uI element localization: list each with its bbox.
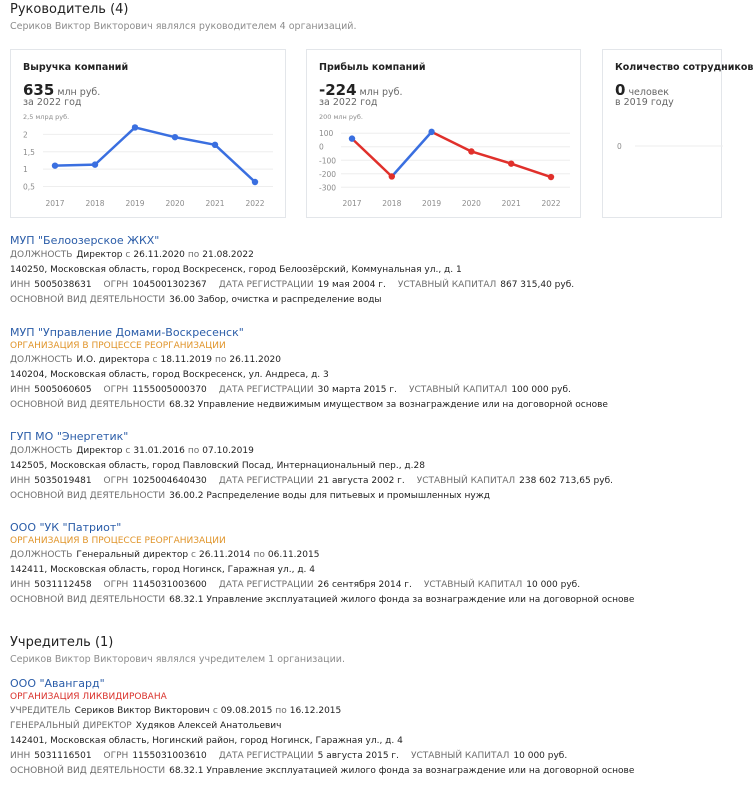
from-label: с [125,250,131,260]
profit-x-tick: 2020 [461,199,481,208]
to-label: по [275,706,287,716]
org-address: 140250, Московская область, город Воскресенск, город Белоозёрский, Коммунальная ул., д. 1 [10,265,462,275]
ogrn-label: ОГРН [103,280,129,290]
org-name-link[interactable]: ГУП МО "Энергетик" [10,430,129,443]
revenue-line-segment [135,127,175,137]
to-date: 26.11.2020 [229,355,281,365]
org-status-badge: ОРГАНИЗАЦИЯ В ПРОЦЕССЕ РЕОРГАНИЗАЦИИ [10,341,226,351]
reg-date-label: ДАТА РЕГИСТРАЦИИ [218,476,314,486]
activity-label: ОСНОВНОЙ ВИД ДЕЯТЕЛЬНОСТИ [10,766,166,776]
revenue-y-tick: 0,5 [23,182,35,192]
to-date: 06.11.2015 [267,550,320,560]
from-date: 26.11.2020 [133,250,185,260]
org-entry-2 [10,430,700,504]
from-label: с [125,446,131,456]
profit-unit: млн руб. [359,87,403,98]
org-address: 140204, Московская область, город Воскресенск, ул. Андреса, д. 3 [10,370,329,380]
position-label: ДОЛЖНОСТЬ [10,355,73,365]
revenue-axis-unit: 2,5 млрд руб. [23,113,70,121]
revenue-line-segment [175,137,215,145]
org-name-link[interactable]: ООО "Авангард" [10,677,105,690]
reg-date-label: ДАТА РЕГИСТРАЦИИ [218,751,314,761]
profit-card-title: Прибыль компаний [319,62,426,73]
ogrn-value: 1155031003610 [132,751,207,761]
gen-director-label: ГЕНЕРАЛЬНЫЙ ДИРЕКТОР [10,721,132,731]
profit-point [428,129,434,135]
profit-y-tick: -300 [319,183,337,193]
to-label: по [215,355,227,365]
ogrn-label: ОГРН [103,476,129,486]
profit-x-tick: 2018 [382,199,402,208]
revenue-line-segment [55,165,95,166]
profit-y-tick: -200 [319,169,337,179]
org-activity [10,489,700,504]
revenue-x-tick: 2017 [45,199,65,208]
reg-date-value: 21 августа 2002 г. [317,476,405,486]
revenue-point [212,142,218,148]
org-director-line [10,719,700,734]
head-section-subtitle: Сериков Виктор Викторович являлся руководителем 4 организаций. [10,21,357,32]
from-date: 31.01.2016 [133,446,185,456]
profit-y-tick: 100 [319,129,334,139]
inn-value: 5031112458 [34,580,92,590]
profit-y-tick: -100 [319,156,337,166]
from-label: с [212,706,218,716]
org-name-link[interactable]: ООО "УК "Патриот" [10,521,122,534]
profit-line-segment [511,164,551,177]
revenue-y-tick: 1 [23,165,28,175]
reg-date-value: 19 мая 2004 г. [317,280,386,290]
from-date: 09.08.2015 [220,706,273,716]
profit-x-tick: 2021 [501,199,521,208]
capital-label: УСТАВНЫЙ КАПИТАЛ [397,280,497,290]
org-name-link[interactable]: МУП "Управление Домами-Воскресенск" [10,326,244,339]
org-status-badge: ОРГАНИЗАЦИЯ ЛИКВИДИРОВАНА [10,692,167,702]
position-value: И.О. директора [76,355,150,365]
activity-value: 68.32 Управление недвижимым имуществом за вознаграждение или на договорной основе [169,400,608,410]
inn-label: ИНН [10,280,31,290]
revenue-card [10,49,286,218]
profit-point [508,160,514,166]
from-label: с [191,550,196,560]
employees-y-tick: 0 [617,142,622,151]
position-value: Генеральный директор [76,550,189,560]
org-activity [10,293,700,308]
org-activity [10,398,700,413]
inn-label: ИНН [10,476,31,486]
founder-org-entry [10,677,700,779]
org-entry-3 [10,521,700,608]
inn-label: ИНН [10,385,31,395]
profit-line-segment [471,151,511,163]
from-label: с [152,355,158,365]
capital-value: 867 315,40 руб. [500,280,575,290]
org-founder-line [10,704,700,719]
capital-label: УСТАВНЫЙ КАПИТАЛ [408,385,508,395]
inn-label: ИНН [10,580,31,590]
profit-line-segment [392,132,432,177]
capital-value: 100 000 руб. [511,385,571,395]
revenue-point [172,134,178,140]
profit-card [306,49,581,218]
org-position-line [10,248,700,263]
org-entry-0 [10,234,700,308]
activity-value: 36.00 Забор, очистка и распределение воды [169,295,382,305]
org-address: 142401, Московская область, Ногинский район, город Ногинск, Гаражная ул., д. 4 [10,736,403,746]
profit-axis-unit: 200 млн руб. [319,113,363,121]
profit-line-segment [432,132,472,152]
ogrn-value: 1145031003600 [132,580,207,590]
to-label: по [187,446,200,456]
revenue-unit: млн руб. [57,87,101,98]
org-address: 142411, Московская область, город Ногинск, Гаражная ул., д. 4 [10,565,315,575]
employees-card [602,49,753,218]
inn-value: 5035019481 [34,476,92,486]
capital-value: 10 000 руб. [526,580,581,590]
profit-point [389,173,395,179]
position-label: ДОЛЖНОСТЬ [10,250,73,260]
employees-chart [603,50,723,219]
profit-point [548,174,554,180]
to-label: по [187,250,200,260]
profit-line-segment [352,139,392,177]
inn-value: 5005060605 [34,385,92,395]
reg-date-value: 5 августа 2015 г. [317,751,400,761]
reg-date-label: ДАТА РЕГИСТРАЦИИ [218,580,314,590]
revenue-period: за 2022 год [23,97,82,108]
capital-value: 238 602 713,65 руб. [519,476,614,486]
reg-date-value: 30 марта 2015 г. [317,385,397,395]
employees-period: в 2019 году [615,97,674,108]
activity-label: ОСНОВНОЙ ВИД ДЕЯТЕЛЬНОСТИ [10,295,166,305]
profit-point [468,148,474,154]
founder-section-title: Учредитель (1) [10,635,114,650]
profit-x-tick: 2022 [541,199,561,208]
employees-number: 0 [615,81,626,99]
org-name-link[interactable]: МУП "Белоозерское ЖКХ" [10,234,160,247]
to-date: 21.08.2022 [202,250,254,260]
activity-value: 68.32.1 Управление эксплуатацией жилого фонда за вознаграждение или на договорной основе [169,766,635,776]
revenue-x-tick: 2022 [245,199,265,208]
org-requisites [10,278,700,293]
revenue-card-title: Выручка компаний [23,62,129,73]
revenue-x-tick: 2019 [125,199,145,208]
activity-label: ОСНОВНОЙ ВИД ДЕЯТЕЛЬНОСТИ [10,400,166,410]
profit-period: за 2022 год [319,97,378,108]
to-label: по [253,550,265,560]
activity-value: 68.32.1 Управление эксплуатацией жилого фонда за вознаграждение или на договорной основе [169,595,635,605]
org-activity [10,593,700,608]
employees-unit: человек [628,87,669,98]
capital-label: УСТАВНЫЙ КАПИТАЛ [423,580,523,590]
activity-label: ОСНОВНОЙ ВИД ДЕЯТЕЛЬНОСТИ [10,491,166,501]
ogrn-label: ОГРН [103,385,129,395]
position-value: Директор [76,250,123,260]
revenue-x-tick: 2020 [165,199,185,208]
org-address: 142505, Московская область, город Павловский Посад, Интернациональный пер., д.28 [10,461,425,471]
capital-label: УСТАВНЫЙ КАПИТАЛ [411,751,510,761]
position-label: ДОЛЖНОСТЬ [10,550,73,560]
reg-date-value: 26 сентября 2014 г. [317,580,412,590]
revenue-x-tick: 2018 [85,199,105,208]
profit-y-tick: 0 [319,142,324,152]
revenue-line-segment [215,145,255,182]
founder-section-subtitle: Сериков Виктор Викторович являлся учредителем 1 организации. [10,654,345,665]
from-date: 26.11.2014 [199,550,251,560]
capital-label: УСТАВНЫЙ КАПИТАЛ [416,476,516,486]
revenue-y-tick: 1,5 [23,147,35,157]
inn-label: ИНН [10,751,31,761]
founder-value: Сериков Виктор Викторович [74,706,210,716]
founder-label: УЧРЕДИТЕЛЬ [10,706,71,716]
activity-value: 36.00.2 Распределение воды для питьевых и промышленных нужд [169,491,491,501]
gen-director-value: Худяков Алексей Анатольевич [135,721,282,731]
head-section-title: Руководитель (4) [10,2,129,17]
profit-x-tick: 2017 [342,199,362,208]
ogrn-label: ОГРН [103,751,129,761]
profit-x-tick: 2019 [422,199,442,208]
revenue-y-tick: 2 [23,130,28,140]
org-position-line [10,444,700,459]
inn-value: 5031116501 [34,751,92,761]
position-label: ДОЛЖНОСТЬ [10,446,73,456]
revenue-point [52,162,58,168]
revenue-chart [11,50,287,219]
ogrn-value: 1045001302367 [132,280,207,290]
reg-date-label: ДАТА РЕГИСТРАЦИИ [218,385,314,395]
revenue-point [92,161,98,167]
revenue-point [252,179,258,185]
capital-value: 10 000 руб. [513,751,568,761]
profit-chart [307,50,582,219]
revenue-x-tick: 2021 [205,199,225,208]
position-value: Директор [76,446,123,456]
profit-number: -224 [319,81,357,99]
reg-date-label: ДАТА РЕГИСТРАЦИИ [218,280,314,290]
org-position-line [10,548,700,563]
org-requisites [10,578,700,593]
employees-card-title: Количество сотрудников [615,62,753,73]
org-requisites [10,383,700,398]
revenue-line-segment [95,127,135,164]
org-position-line [10,353,700,368]
activity-label: ОСНОВНОЙ ВИД ДЕЯТЕЛЬНОСТИ [10,595,166,605]
profit-point [349,135,355,141]
org-entry-1 [10,326,700,413]
ogrn-value: 1025004640430 [132,476,207,486]
org-status-badge: ОРГАНИЗАЦИЯ В ПРОЦЕССЕ РЕОРГАНИЗАЦИИ [10,536,226,546]
inn-value: 5005038631 [34,280,92,290]
revenue-number: 635 [23,81,55,99]
revenue-point [132,124,138,130]
from-date: 18.11.2019 [160,355,213,365]
org-activity [10,764,700,779]
ogrn-label: ОГРН [103,580,129,590]
org-requisites [10,749,700,764]
org-requisites [10,474,700,489]
to-date: 07.10.2019 [202,446,254,456]
to-date: 16.12.2015 [289,706,342,716]
ogrn-value: 1155005000370 [132,385,207,395]
